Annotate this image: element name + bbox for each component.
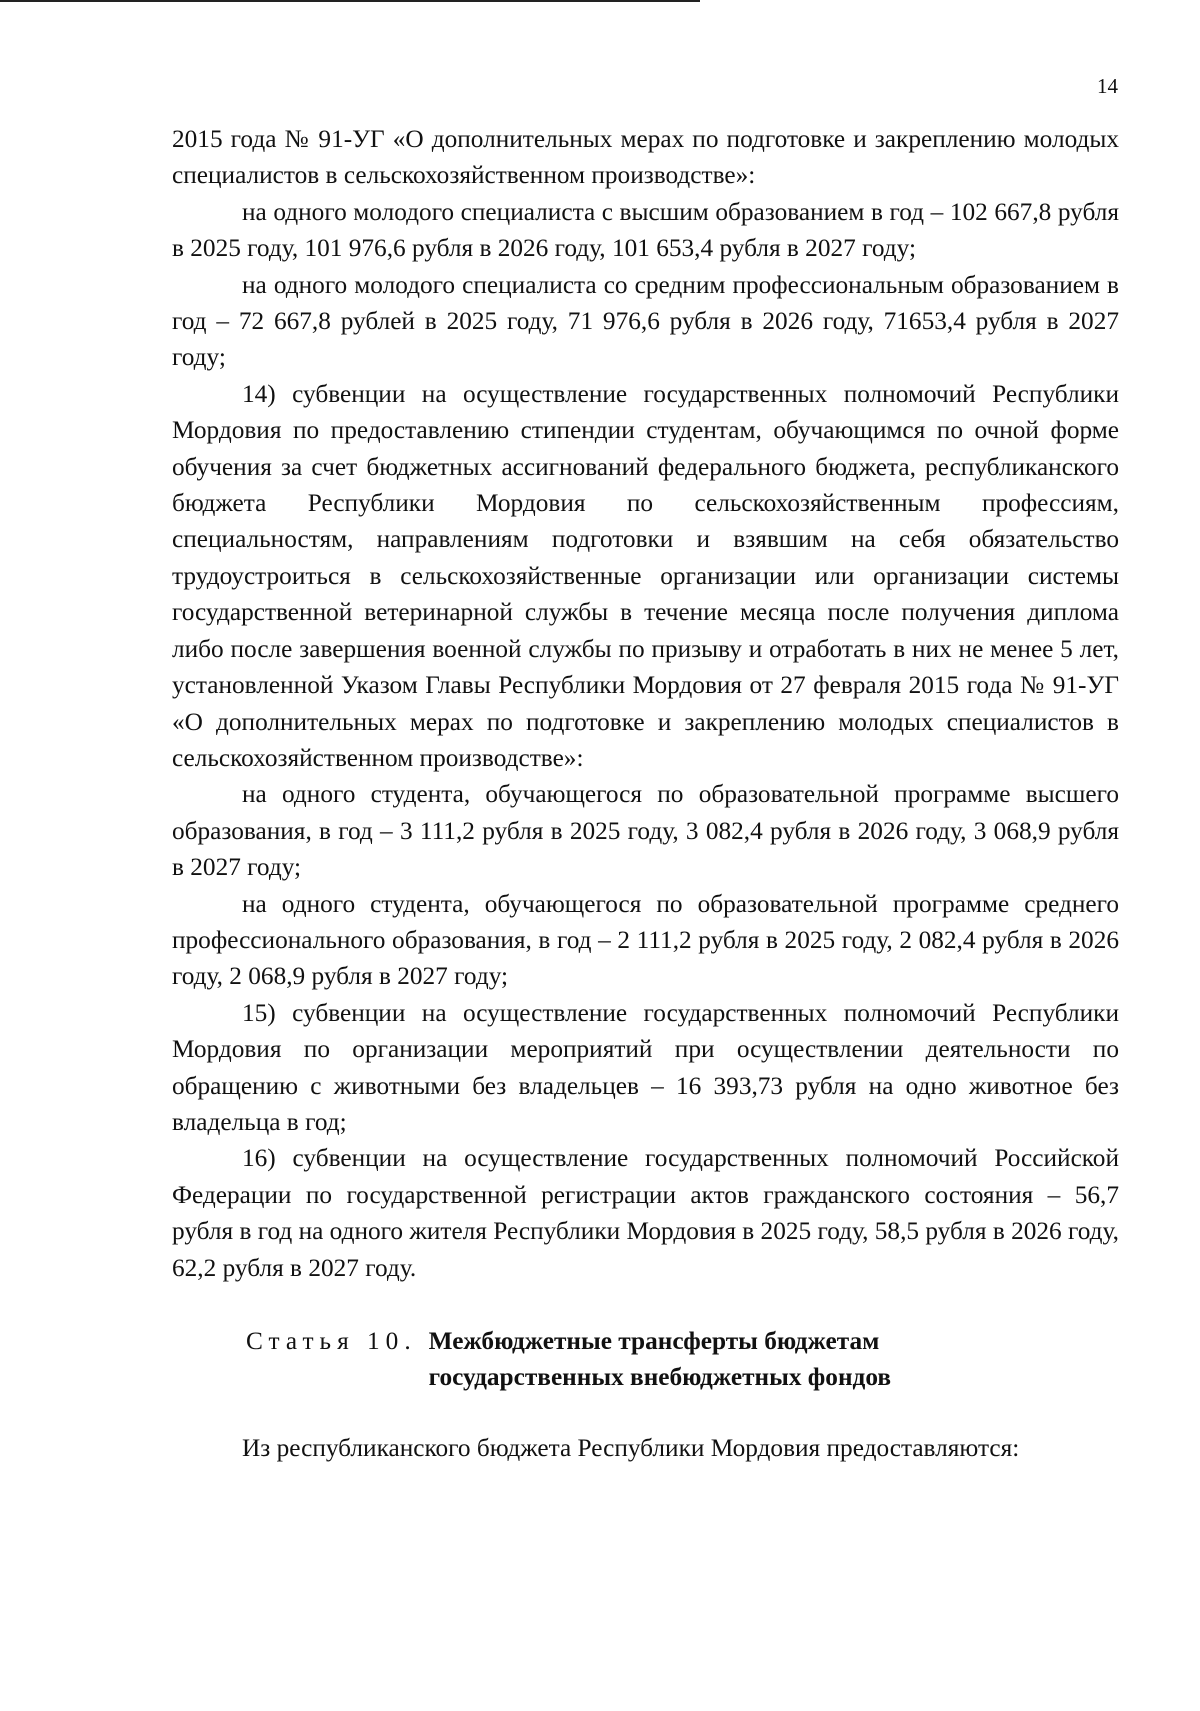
document-body (172, 121, 1119, 1466)
page-number: 14 (1097, 74, 1118, 98)
article-title (429, 1323, 891, 1396)
article-heading (172, 1323, 1119, 1396)
paragraph-article-10-intro: Из республиканского бюджета Республики Мордовия предоставляются: (242, 1433, 1020, 1462)
paragraph-item-15: 15) субвенции на осуществление государственных полномочий Республики Мордовия по организации мероприятий при осуществлении деятельности по обращению с животными без владельцев – 16 393,73 рубля на одно животное без владельца в год; (172, 998, 1119, 1136)
article-title-line-1: Межбюджетные трансферты бюджетам (428, 1327, 880, 1355)
paragraph-item-14: 14) субвенции на осуществление государственных полномочий Республики Мордовия по предоставлению стипендии студентам, обучающимся по очной форме обучения за счет бюджетных ассигнований федерального бюджета, республиканского бюджета Республики Мордовия по сельскохозяйственным профессиям, специальностям, направлениям подготовки и взявшим на себя обязательство трудоустроиться в сельскохозяйственные организации или организации системы государственной ветеринарной службы в течение месяца после получения диплома либо после завершения военной службы по призыву и отработать в них не менее 5 лет, установленной Указом Главы Республики Мордовия от 27 февраля 2015 года № 91-УГ «О дополнительных мерах по подготовке и закреплению молодых специалистов в сельскохозяйственном производстве»: (172, 379, 1119, 772)
paragraph-higher-education-specialist: на одного молодого специалиста с высшим образованием в год – 102 667,8 рубля в 2025 году, 101 976,6 рубля в 2026 году, 101 653,4 рубля в 2027 году; (172, 197, 1119, 263)
top-scan-edge (0, 0, 700, 2)
paragraph-continuation: 2015 года № 91-УГ «О дополнительных мерах по подготовке и закреплению молодых специалистов в сельскохозяйственном производстве»: (172, 125, 1119, 190)
paragraph-secondary-education-specialist: на одного молодого специалиста со средним профессиональным образованием в год – 72 667,8 рублей в 2025 году, 71 976,6 рубля в 2026 году, 71653,4 рубля в 2027 году; (172, 270, 1119, 372)
article-title-line-2: государственных внебюджетных фондов (428, 1363, 892, 1392)
paragraph-secondary-education-student: на одного студента, обучающегося по образовательной программе среднего профессионального образования, в год – 2 111,2 рубля в 2025 году, 2 082,4 рубля в 2026 году, 2 068,9 рубля в 2027 году; (172, 889, 1119, 991)
paragraph-higher-education-student: на одного студента, обучающегося по образовательной программе высшего образования, в год – 3 111,2 рубля в 2025 году, 3 082,4 рубля в 2026 году, 3 068,9 рубля в 2027 году; (172, 780, 1119, 882)
paragraph-item-16: 16) субвенции на осуществление государственных полномочий Российской Федерации по государственной регистрации актов гражданского состояния – 56,7 рубля в год на одного жителя Республики Мордовия в 2025 году, 58,5 рубля в 2026 году, 62,2 рубля в 2027 году. (172, 1144, 1119, 1282)
article-label: Статья 10. (246, 1327, 417, 1355)
